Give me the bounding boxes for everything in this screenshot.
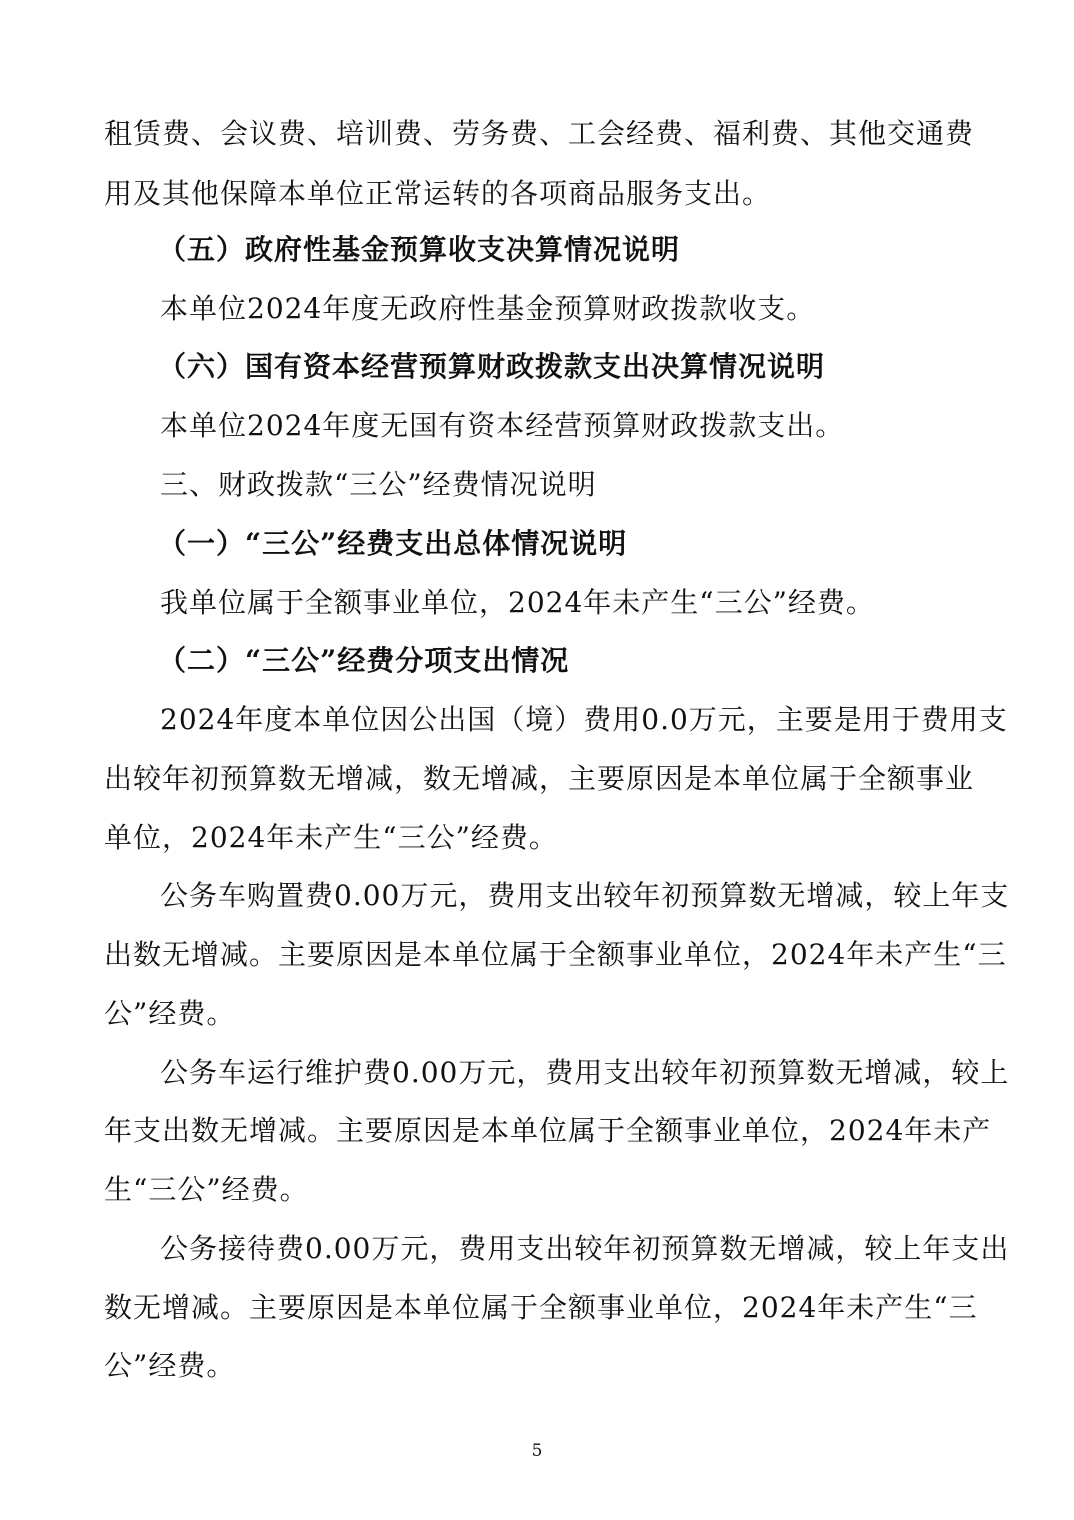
subsection-heading: （一）“三公”经费支出总体情况说明 [158, 527, 628, 560]
body-text-line: 数无增减。主要原因是本单位属于全额事业单位，2024年未产生“三 [104, 1291, 978, 1324]
body-text-line: 公务接待费0.00万元，费用支出较年初预算数无增减，较上年支出 [160, 1232, 1010, 1265]
body-text-line: 用及其他保障本单位正常运转的各项商品服务支出。 [104, 177, 772, 210]
body-text-line: 公务车购置费0.00万元，费用支出较年初预算数无增减，较上年支 [160, 879, 1010, 912]
body-text-line: 公”经费。 [104, 997, 236, 1030]
section-heading: 三、财政拨款“三公”经费情况说明 [160, 468, 597, 501]
body-text-line: 本单位2024年度无国有资本经营预算财政拨款支出。 [160, 409, 845, 442]
subsection-heading: （五）政府性基金预算收支决算情况说明 [158, 233, 681, 266]
subsection-heading: （六）国有资本经营预算财政拨款支出决算情况说明 [158, 350, 826, 383]
body-text-line: 我单位属于全额事业单位，2024年未产生“三公”经费。 [160, 586, 875, 619]
body-text-line: 公务车运行维护费0.00万元，费用支出较年初预算数无增减，较上 [160, 1056, 1010, 1089]
body-text-line: 2024年度本单位因公出国（境）费用0.0万元，主要是用于费用支 [160, 703, 1008, 736]
body-text-line: 单位，2024年未产生“三公”经费。 [104, 821, 558, 854]
page-number: 5 [531, 1441, 543, 1461]
subsection-heading: （二）“三公”经费分项支出情况 [158, 644, 570, 677]
body-text-line: 本单位2024年度无政府性基金预算财政拨款收支。 [160, 292, 816, 325]
body-text-line: 出较年初预算数无增减，数无增减，主要原因是本单位属于全额事业 [104, 762, 975, 795]
body-text-line: 生“三公”经费。 [104, 1173, 309, 1206]
body-text-line: 出数无增减。主要原因是本单位属于全额事业单位，2024年未产生“三 [104, 938, 1007, 971]
body-text-line: 租赁费、会议费、培训费、劳务费、工会经费、福利费、其他交通费 [104, 117, 975, 150]
body-text-line: 公”经费。 [104, 1349, 236, 1382]
body-text-line: 年支出数无增减。主要原因是本单位属于全额事业单位，2024年未产 [104, 1114, 992, 1147]
